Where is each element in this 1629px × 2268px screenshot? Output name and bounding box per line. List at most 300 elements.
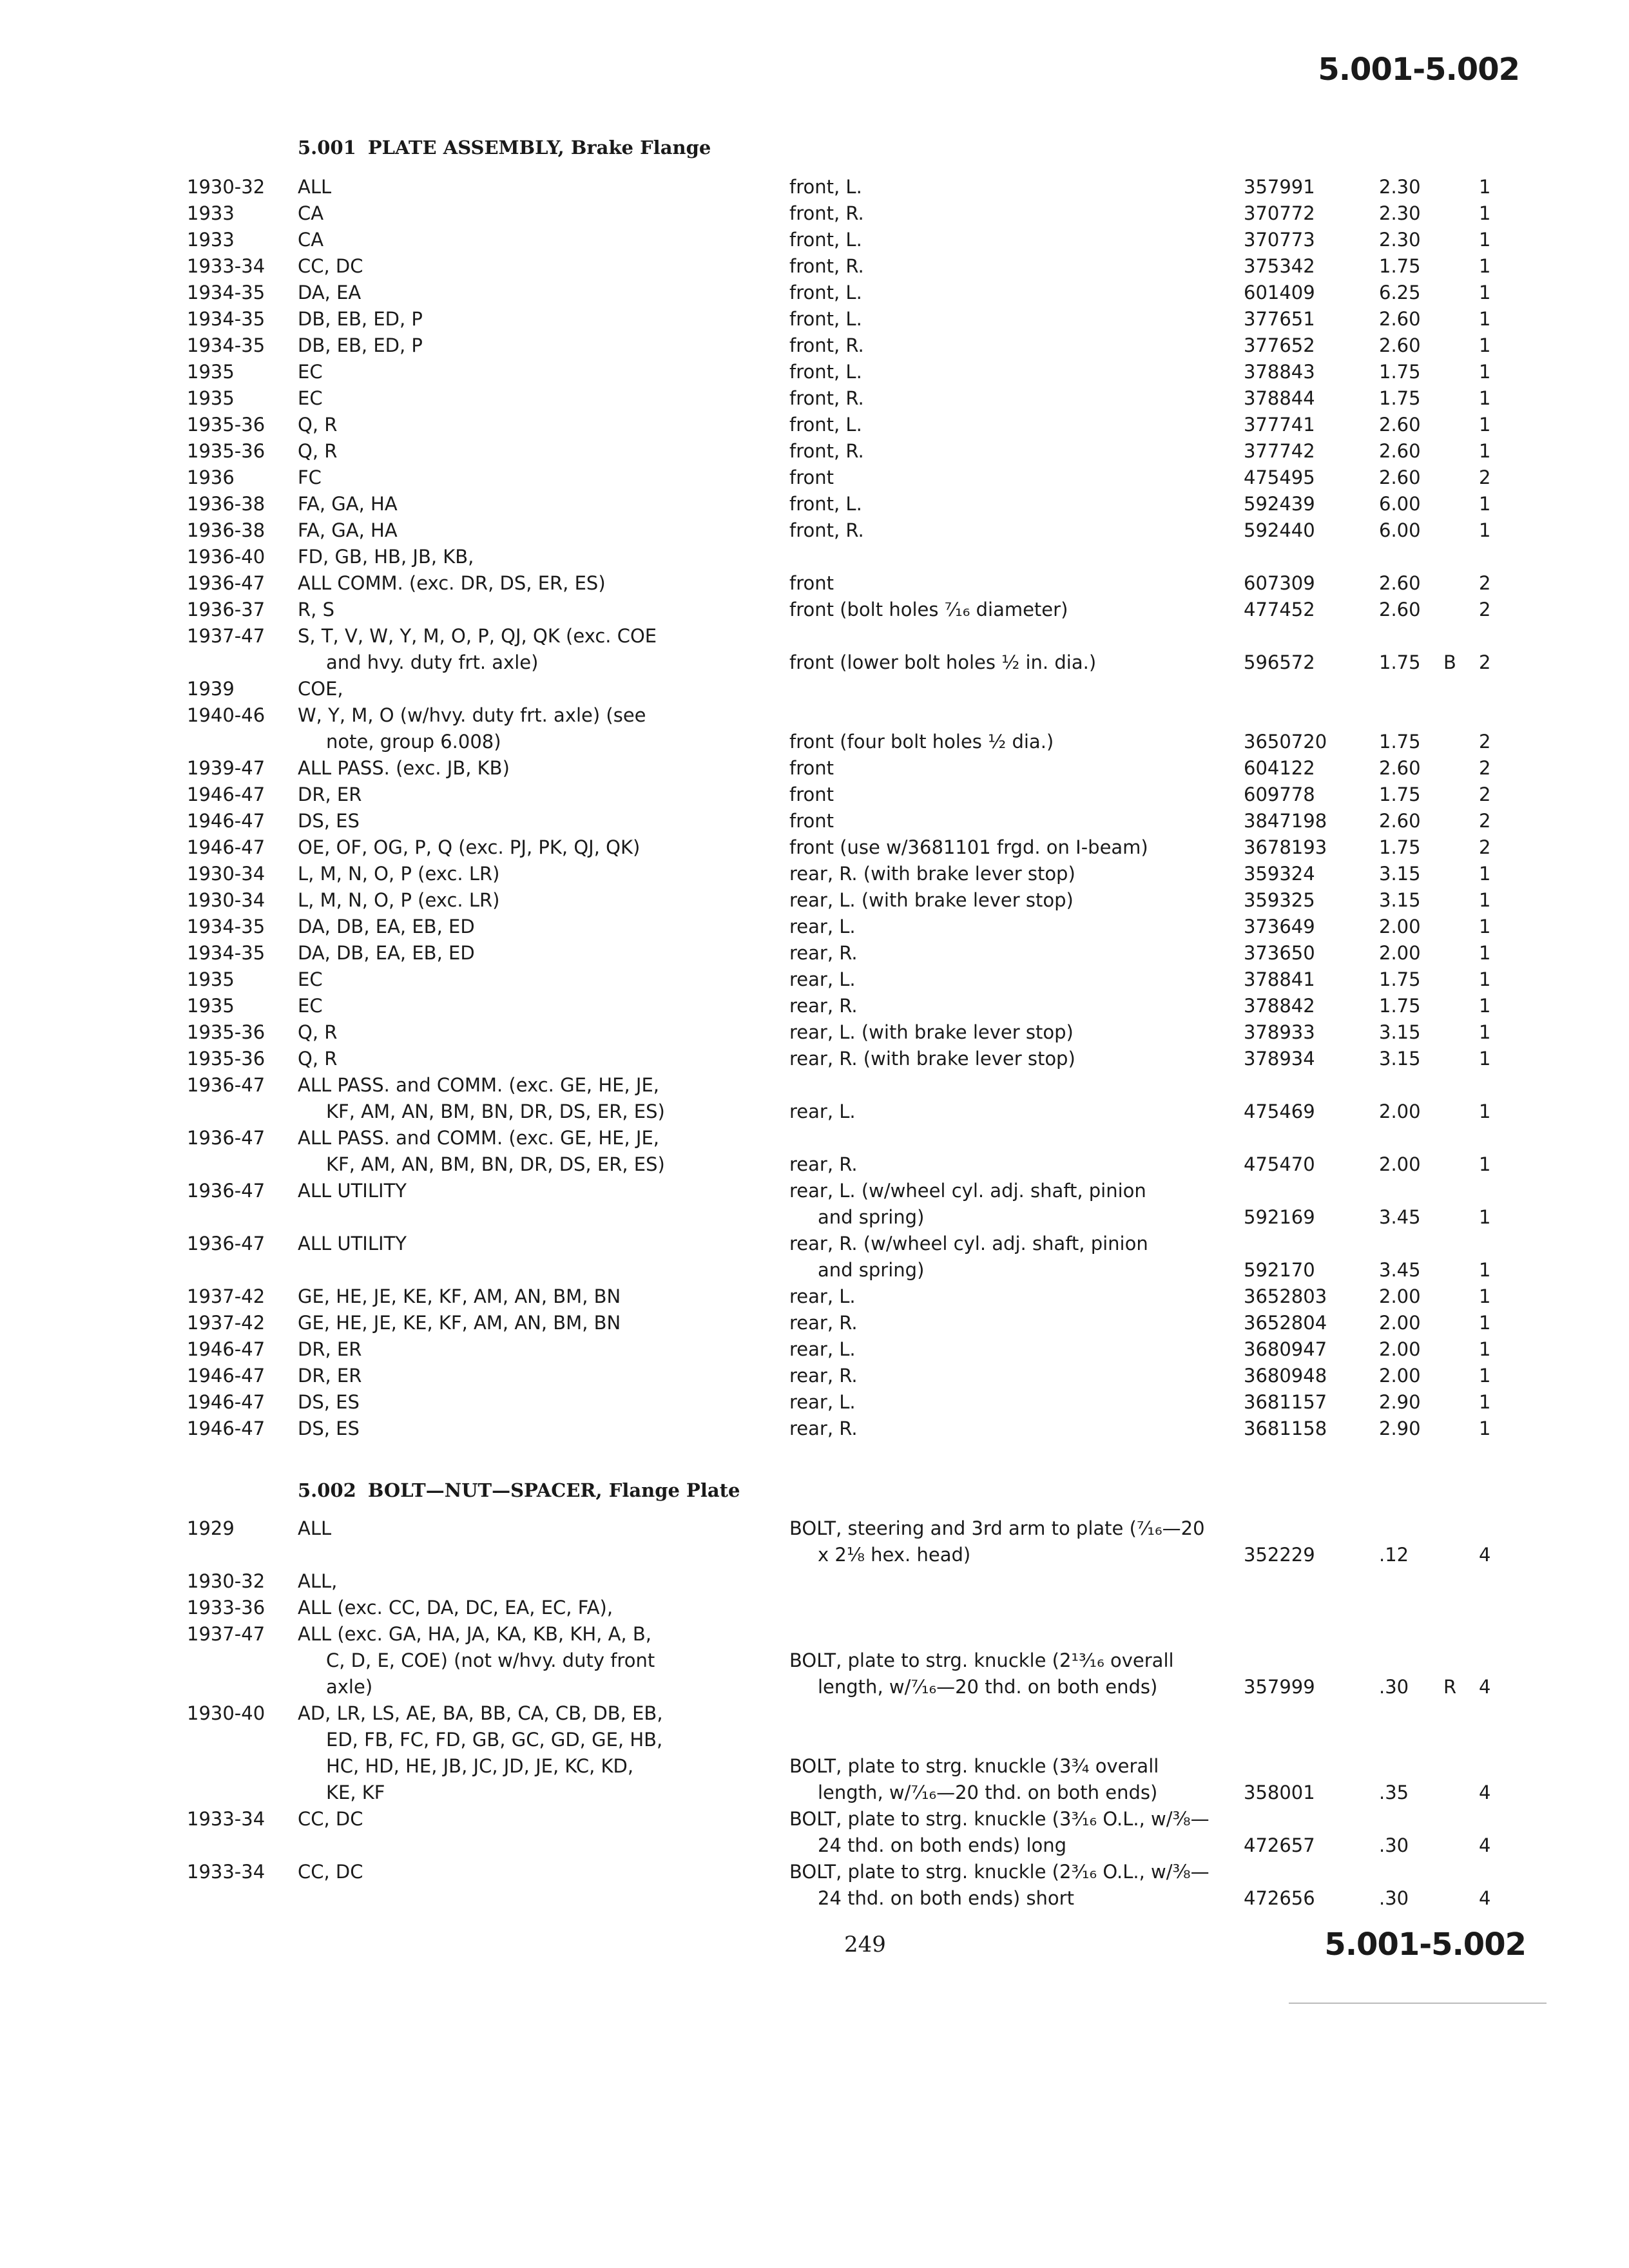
parts-row (0, 306, 1629, 332)
part-number: 592169 (1244, 1206, 1315, 1228)
application: EC (298, 387, 323, 409)
quantity: 1 (1479, 387, 1491, 409)
application: DA, DB, EA, EB, ED (298, 942, 475, 964)
price: 1.75 (1379, 651, 1421, 673)
description: front, R. (789, 519, 864, 541)
parts-row (0, 1859, 1629, 1912)
price: 2.60 (1379, 308, 1421, 330)
part-number: 604122 (1244, 757, 1315, 779)
application: ALL (298, 176, 332, 198)
description: front, L. (789, 414, 862, 436)
quantity: 2 (1479, 783, 1491, 805)
quantity: 4 (1479, 1544, 1491, 1566)
year-range: 1946-47 (187, 810, 265, 832)
part-number: 373650 (1244, 942, 1315, 964)
description: rear, R. (with brake lever stop) (789, 863, 1075, 885)
part-number: 592439 (1244, 493, 1315, 515)
quantity: 1 (1479, 1312, 1491, 1334)
parts-row (0, 200, 1629, 227)
parts-row (0, 1046, 1629, 1072)
application: DB, EB, ED, P (298, 308, 423, 330)
running-foot: 5.001-5.002 (1324, 1927, 1526, 1963)
application: CC, DC (298, 255, 363, 277)
year-range: 1936-47 (187, 1127, 265, 1149)
part-number: 3681158 (1244, 1418, 1327, 1439)
part-number: 601409 (1244, 282, 1315, 303)
year-range: 1936-47 (187, 1233, 265, 1254)
price: 2.30 (1379, 229, 1421, 251)
application: FA, GA, HA (298, 493, 398, 515)
year-range: 1935 (187, 995, 235, 1017)
application: L, M, N, O, P (exc. LR) (298, 889, 500, 911)
application: ALL, (298, 1570, 338, 1592)
parts-row (0, 676, 1629, 702)
quantity: 1 (1479, 1285, 1491, 1307)
quantity: 1 (1479, 863, 1491, 885)
year-range: 1933-34 (187, 1808, 265, 1830)
quantity: 1 (1479, 1048, 1491, 1070)
part-number: 378933 (1244, 1021, 1315, 1043)
year-range: 1936-38 (187, 493, 265, 515)
year-range: 1939-47 (187, 757, 265, 779)
part-number: 472656 (1244, 1887, 1315, 1909)
year-range: 1934-35 (187, 916, 265, 937)
quantity: 1 (1479, 1100, 1491, 1122)
application: ALL PASS. and COMM. (exc. GE, HE, JE, KF, AM, AN, BM, BN, DR, DS, ER, ES) (298, 1074, 665, 1122)
part-number: 373649 (1244, 916, 1315, 937)
description: front, L. (789, 361, 862, 383)
description: front, R. (789, 202, 864, 224)
description: rear, L. (789, 1391, 856, 1413)
price: 2.00 (1379, 1312, 1421, 1334)
parts-row (0, 1336, 1629, 1363)
price: 3.15 (1379, 889, 1421, 911)
year-range: 1946-47 (187, 783, 265, 805)
parts-row (0, 966, 1629, 993)
part-number: 475470 (1244, 1153, 1315, 1175)
description: rear, R. (789, 1153, 858, 1175)
price: 2.60 (1379, 466, 1421, 488)
price: 2.60 (1379, 440, 1421, 462)
code-letter: R (1443, 1676, 1457, 1698)
year-range: 1939 (187, 678, 235, 700)
parts-row (0, 1125, 1629, 1178)
parts-row (0, 782, 1629, 808)
application: Q, R (298, 1048, 338, 1070)
description: BOLT, steering and 3rd arm to plate (⁷⁄₁₆—20 x 2⅛ hex. head) (789, 1517, 1205, 1566)
price: 2.00 (1379, 1153, 1421, 1175)
year-range: 1929 (187, 1517, 235, 1539)
application: AD, LR, LS, AE, BA, BB, CA, CB, DB, EB, ED, FB, FC, FD, GB, GC, GD, GE, HB, HC, HD, HE, JB, JC, JD, JE, KC, KD, KE, KF (298, 1702, 663, 1803)
application: COE, (298, 678, 343, 700)
price: 1.75 (1379, 731, 1421, 753)
parts-row (0, 570, 1629, 597)
quantity: 1 (1479, 889, 1491, 911)
application: DB, EB, ED, P (298, 334, 423, 356)
year-range: 1934-35 (187, 308, 265, 330)
description: front (four bolt holes ½ dia.) (789, 731, 1054, 753)
price: 1.75 (1379, 387, 1421, 409)
quantity: 1 (1479, 1206, 1491, 1228)
quantity: 2 (1479, 836, 1491, 858)
year-range: 1936 (187, 466, 235, 488)
price: 6.00 (1379, 493, 1421, 515)
part-number: 377742 (1244, 440, 1315, 462)
price: .30 (1379, 1834, 1409, 1856)
price: 1.75 (1379, 255, 1421, 277)
running-head: 5.001-5.002 (1318, 52, 1519, 88)
price: 1.75 (1379, 836, 1421, 858)
parts-row (0, 755, 1629, 782)
quantity: 1 (1479, 1391, 1491, 1413)
price: 1.75 (1379, 361, 1421, 383)
description: front (789, 783, 834, 805)
parts-row (0, 1416, 1629, 1442)
description: front (789, 572, 834, 594)
description: rear, L. (with brake lever stop) (789, 889, 1074, 911)
year-range: 1930-40 (187, 1702, 265, 1724)
section-title: BOLT—NUT—SPACER, Flange Plate (367, 1479, 740, 1501)
application: EC (298, 968, 323, 990)
application: Q, R (298, 440, 338, 462)
application: ALL PASS. and COMM. (exc. GE, HE, JE, KF, AM, AN, BM, BN, DR, DS, ER, ES) (298, 1127, 665, 1175)
price: 3.45 (1379, 1206, 1421, 1228)
description: rear, L. (with brake lever stop) (789, 1021, 1074, 1043)
description: front, R. (789, 334, 864, 356)
price: 2.00 (1379, 1100, 1421, 1122)
parts-row (0, 438, 1629, 465)
application: DR, ER (298, 1338, 362, 1360)
quantity: 1 (1479, 916, 1491, 937)
description: BOLT, plate to strg. knuckle (3³⁄₁₆ O.L., w/⅜— 24 thd. on both ends) long (789, 1808, 1210, 1856)
description: front, L. (789, 229, 862, 251)
price: 2.30 (1379, 202, 1421, 224)
quantity: 1 (1479, 995, 1491, 1017)
price: .30 (1379, 1887, 1409, 1909)
application: Q, R (298, 1021, 338, 1043)
part-number: 377741 (1244, 414, 1315, 436)
part-number: 352229 (1244, 1544, 1315, 1566)
quantity: 2 (1479, 599, 1491, 620)
year-range: 1936-38 (187, 519, 265, 541)
price: 2.90 (1379, 1391, 1421, 1413)
parts-row (0, 253, 1629, 280)
price: .35 (1379, 1782, 1409, 1803)
year-range: 1933-34 (187, 255, 265, 277)
quantity: 1 (1479, 282, 1491, 303)
year-range: 1935 (187, 968, 235, 990)
year-range: 1936-47 (187, 572, 265, 594)
year-range: 1933-36 (187, 1597, 265, 1619)
application: FC (298, 466, 322, 488)
year-range: 1940-46 (187, 704, 265, 726)
year-range: 1934-35 (187, 334, 265, 356)
parts-row (0, 1595, 1629, 1621)
year-range: 1937-47 (187, 625, 265, 647)
parts-row (0, 1806, 1629, 1859)
parts-row (0, 887, 1629, 914)
application: ALL (exc. CC, DA, DC, EA, EC, FA), (298, 1597, 613, 1619)
quantity: 1 (1479, 942, 1491, 964)
year-range: 1935-36 (187, 1048, 265, 1070)
price: 2.60 (1379, 334, 1421, 356)
price: 2.60 (1379, 414, 1421, 436)
application: CC, DC (298, 1861, 363, 1883)
quantity: 1 (1479, 968, 1491, 990)
application: DA, DB, EA, EB, ED (298, 916, 475, 937)
price: 2.00 (1379, 1338, 1421, 1360)
part-number: 3847198 (1244, 810, 1327, 832)
description: front, L. (789, 176, 862, 198)
description: front, R. (789, 255, 864, 277)
year-range: 1935-36 (187, 440, 265, 462)
year-range: 1935-36 (187, 1021, 265, 1043)
quantity: 1 (1479, 519, 1491, 541)
application: S, T, V, W, Y, M, O, P, QJ, QK (exc. COE and hvy. duty frt. axle) (298, 625, 657, 673)
year-range: 1934-35 (187, 942, 265, 964)
application: DS, ES (298, 1391, 360, 1413)
section-title: PLATE ASSEMBLY, Brake Flange (367, 137, 711, 159)
parts-row (0, 280, 1629, 306)
application: CA (298, 202, 324, 224)
quantity: 1 (1479, 1365, 1491, 1387)
parts-row (0, 808, 1629, 834)
part-number: 475469 (1244, 1100, 1315, 1122)
description: rear, R. (with brake lever stop) (789, 1048, 1075, 1070)
description: rear, L. (789, 1100, 856, 1122)
parts-row (0, 1310, 1629, 1336)
application: CA (298, 229, 324, 251)
quantity: 1 (1479, 255, 1491, 277)
application: EC (298, 995, 323, 1017)
section-heading-5-002 (298, 1479, 740, 1501)
year-range: 1946-47 (187, 1365, 265, 1387)
quantity: 1 (1479, 1153, 1491, 1175)
part-number: 357999 (1244, 1676, 1315, 1698)
application: OE, OF, OG, P, Q (exc. PJ, PK, QJ, QK) (298, 836, 641, 858)
year-range: 1933-34 (187, 1861, 265, 1883)
parts-row (0, 332, 1629, 359)
description: front, L. (789, 493, 862, 515)
part-number: 3652804 (1244, 1312, 1327, 1334)
price: 1.75 (1379, 783, 1421, 805)
description: rear, R. (789, 942, 858, 964)
quantity: 2 (1479, 651, 1491, 673)
price: 3.15 (1379, 1048, 1421, 1070)
application: ALL (exc. GA, HA, JA, KA, KB, KH, A, B, C, D, E, COE) (not w/hvy. duty front axle) (298, 1623, 655, 1698)
year-range: 1933 (187, 202, 235, 224)
parts-row (0, 914, 1629, 940)
price: .30 (1379, 1676, 1409, 1698)
quantity: 4 (1479, 1676, 1491, 1698)
part-number: 377652 (1244, 334, 1315, 356)
quantity: 1 (1479, 1338, 1491, 1360)
year-range: 1946-47 (187, 836, 265, 858)
parts-row (0, 1621, 1629, 1700)
quantity: 4 (1479, 1782, 1491, 1803)
quantity: 1 (1479, 334, 1491, 356)
description: rear, L. (w/wheel cyl. adj. shaft, pinion and spring) (789, 1180, 1146, 1228)
price: 3.45 (1379, 1259, 1421, 1281)
application: DR, ER (298, 783, 362, 805)
part-number: 592440 (1244, 519, 1315, 541)
year-range: 1946-47 (187, 1338, 265, 1360)
price: 2.00 (1379, 942, 1421, 964)
part-number: 475495 (1244, 466, 1315, 488)
part-number: 3680948 (1244, 1365, 1327, 1387)
application: ALL (298, 1517, 332, 1539)
part-number: 378842 (1244, 995, 1315, 1017)
parts-row (0, 993, 1629, 1019)
description: rear, R. (789, 1312, 858, 1334)
parts-row (0, 544, 1629, 570)
part-number: 3678193 (1244, 836, 1327, 858)
application: EC (298, 361, 323, 383)
application: Q, R (298, 414, 338, 436)
quantity: 2 (1479, 466, 1491, 488)
part-number: 377651 (1244, 308, 1315, 330)
description: rear, R. (789, 995, 858, 1017)
year-range: 1937-47 (187, 1623, 265, 1645)
application: DA, EA (298, 282, 361, 303)
parts-row (0, 1283, 1629, 1310)
parts-row (0, 465, 1629, 491)
description: front, R. (789, 387, 864, 409)
section-code: 5.002 (298, 1479, 356, 1501)
quantity: 2 (1479, 572, 1491, 594)
description: rear, L. (789, 916, 856, 937)
parts-row (0, 412, 1629, 438)
description: rear, L. (789, 1338, 856, 1360)
quantity: 4 (1479, 1887, 1491, 1909)
year-range: 1937-42 (187, 1312, 265, 1334)
description: rear, R. (789, 1365, 858, 1387)
parts-row (0, 1515, 1629, 1568)
footer-rule (1289, 2003, 1547, 2004)
application: R, S (298, 599, 334, 620)
part-number: 592170 (1244, 1259, 1315, 1281)
year-range: 1936-40 (187, 546, 265, 568)
description: front (lower bolt holes ½ in. dia.) (789, 651, 1097, 673)
application: L, M, N, O, P (exc. LR) (298, 863, 500, 885)
parts-row (0, 834, 1629, 861)
page-number: 249 (844, 1932, 886, 1957)
description: rear, L. (789, 1285, 856, 1307)
description: rear, R. (w/wheel cyl. adj. shaft, pinion and spring) (789, 1233, 1148, 1281)
quantity: 1 (1479, 1418, 1491, 1439)
description: front (789, 810, 834, 832)
parts-row (0, 1389, 1629, 1416)
part-number: 378934 (1244, 1048, 1315, 1070)
price: 2.00 (1379, 1365, 1421, 1387)
year-range: 1935 (187, 361, 235, 383)
application: GE, HE, JE, KE, KF, AM, AN, BM, BN (298, 1285, 621, 1307)
parts-row (0, 359, 1629, 385)
application: DS, ES (298, 810, 360, 832)
year-range: 1946-47 (187, 1418, 265, 1439)
part-number: 359324 (1244, 863, 1315, 885)
parts-row (0, 861, 1629, 887)
year-range: 1930-34 (187, 863, 265, 885)
year-range: 1936-37 (187, 599, 265, 620)
part-number: 378841 (1244, 968, 1315, 990)
parts-row (0, 1019, 1629, 1046)
description: front (789, 466, 834, 488)
application: ALL UTILITY (298, 1180, 407, 1202)
part-number: 358001 (1244, 1782, 1315, 1803)
quantity: 1 (1479, 361, 1491, 383)
parts-row (0, 623, 1629, 676)
part-number: 607309 (1244, 572, 1315, 594)
application: CC, DC (298, 1808, 363, 1830)
part-number: 3652803 (1244, 1285, 1327, 1307)
price: 6.00 (1379, 519, 1421, 541)
year-range: 1934-35 (187, 282, 265, 303)
application: W, Y, M, O (w/hvy. duty frt. axle) (see note, group 6.008) (298, 704, 646, 753)
year-range: 1936-47 (187, 1180, 265, 1202)
price: .12 (1379, 1544, 1409, 1566)
quantity: 2 (1479, 731, 1491, 753)
part-number: 378843 (1244, 361, 1315, 383)
parts-row (0, 1700, 1629, 1806)
part-number: 370772 (1244, 202, 1315, 224)
year-range: 1930-32 (187, 1570, 265, 1592)
part-number: 370773 (1244, 229, 1315, 251)
year-range: 1935-36 (187, 414, 265, 436)
parts-row (0, 385, 1629, 412)
quantity: 1 (1479, 229, 1491, 251)
quantity: 1 (1479, 202, 1491, 224)
parts-row (0, 227, 1629, 253)
description: front, R. (789, 440, 864, 462)
application: FA, GA, HA (298, 519, 398, 541)
year-range: 1930-34 (187, 889, 265, 911)
parts-row (0, 702, 1629, 755)
description: front (bolt holes ⁷⁄₁₆ diameter) (789, 599, 1068, 620)
year-range: 1933 (187, 229, 235, 251)
description: rear, R. (789, 1418, 858, 1439)
parts-row (0, 517, 1629, 544)
application: ALL PASS. (exc. JB, KB) (298, 757, 510, 779)
price: 1.75 (1379, 968, 1421, 990)
description: front (789, 757, 834, 779)
part-number: 357991 (1244, 176, 1315, 198)
parts-row (0, 597, 1629, 623)
price: 2.60 (1379, 810, 1421, 832)
price: 2.60 (1379, 757, 1421, 779)
quantity: 2 (1479, 757, 1491, 779)
price: 2.60 (1379, 599, 1421, 620)
description: front (use w/3681101 frgd. on I-beam) (789, 836, 1148, 858)
quantity: 1 (1479, 176, 1491, 198)
year-range: 1935 (187, 387, 235, 409)
quantity: 2 (1479, 810, 1491, 832)
parts-row (0, 174, 1629, 200)
quantity: 1 (1479, 1021, 1491, 1043)
price: 2.90 (1379, 1418, 1421, 1439)
part-number: 472657 (1244, 1834, 1315, 1856)
part-number: 477452 (1244, 599, 1315, 620)
price: 2.00 (1379, 916, 1421, 937)
application: ALL UTILITY (298, 1233, 407, 1254)
quantity: 1 (1479, 440, 1491, 462)
year-range: 1930-32 (187, 176, 265, 198)
part-number: 359325 (1244, 889, 1315, 911)
quantity: 1 (1479, 414, 1491, 436)
parts-row (0, 1363, 1629, 1389)
year-range: 1936-47 (187, 1074, 265, 1096)
description: BOLT, plate to strg. knuckle (2¹³⁄₁₆ overall length, w/⁷⁄₁₆—20 thd. on both ends) (789, 1649, 1174, 1698)
